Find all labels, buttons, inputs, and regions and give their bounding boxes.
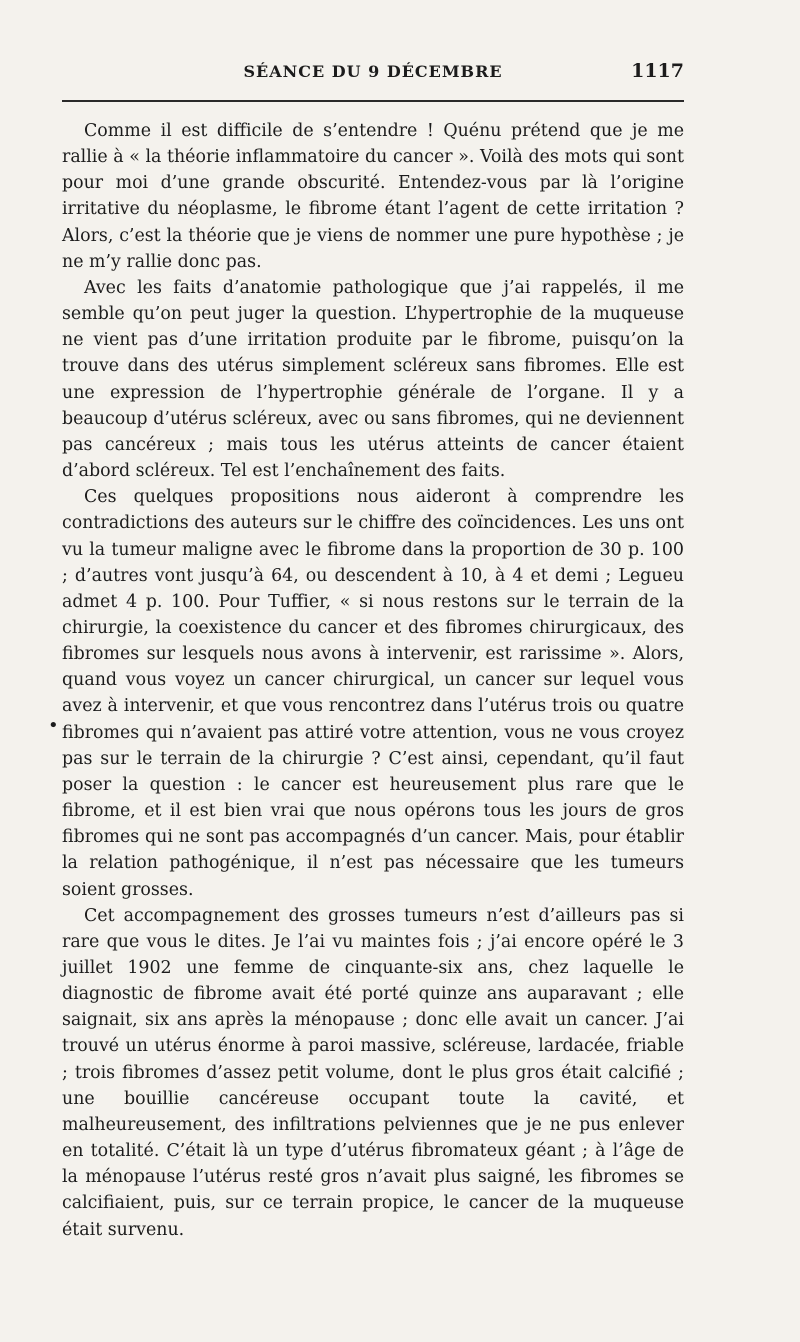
running-title: SÉANCE DU 9 DÉCEMBRE: [243, 62, 503, 81]
page-header: [62, 58, 684, 88]
paragraph-4: Cet accompagnement des grosses tumeurs n’est d’ailleurs pas si rare que vous le dites. Je l’ai vu maintes fois ; j’ai encore opéré le 3 juillet 1902 une femme de cinquante-six ans, chez laquelle le diagnostic de fibrome avait été porté quinze ans auparavant ; elle saignait, six ans après la ménopause ; donc elle avait un cancer. J’ai trouvé un utérus énorme à paroi massive, scléreuse, lardacée, friable ; trois fibromes d’assez petit volume, dont le plus gros était calcifié ; une bouillie cancéreuse occupant toute la cavité, et malheureusement, des infiltrations pelviennes que je ne pus enlever en totalité. C’était là un type d’utérus fibromateux géant ; à l’âge de la ménopause l’utérus resté gros n’avait plus saigné, les fibromes se calcifiaient, puis, sur ce terrain propice, le cancer de la muqueuse était survenu.: [62, 905, 684, 1240]
paragraph-2: Avec les faits d’anatomie pathologique que j’ai rappelés, il me semble qu’on peut juger la question. L’hypertrophie de la muqueuse ne vient pas d’une irritation produite par le fibrome, puisqu’on la trouve dans des utérus simplement scléreux sans fibromes. Elle est une expression de l’hypertrophie générale de l’organe. Il y a beaucoup d’utérus scléreux, avec ou sans fibromes, qui ne deviennent pas cancéreux ; mais tous les utérus atteints de cancer étaient d’abord scléreux. Tel est l’enchaînement des faits.: [62, 277, 684, 482]
body-text: [62, 118, 684, 1243]
margin-mark: •: [48, 715, 59, 736]
page-number: 1117: [631, 60, 684, 82]
paragraph-1: Comme il est difficile de s’entendre ! Quénu prétend que je me rallie à « la théorie inflammatoire du cancer ». Voilà des mots qui sont pour moi d’une grande obscurité. Entendez-vous par là l’origine irritative du néoplasme, le fibrome étant l’agent de cette irritation ? Alors, c’est la théorie que je viens de nommer une pure hypothèse ; je ne m’y rallie donc pas.: [62, 121, 684, 272]
paragraph-3: Ces quelques propositions nous aideront à comprendre les contradictions des auteurs sur le chiffre des coïncidences. Les uns ont vu la tumeur maligne avec le fibrome dans la proportion de 30 p. 100 ; d’autres vont jusqu’à 64, ou descendent à 10, à 4 et demi ; Legueu admet 4 p. 100. Pour Tuffier, « si nous restons sur le terrain de la chirurgie, la coexistence du cancer et des fibromes chirurgicaux, des fibromes sur lesquels nous avons à intervenir, est rarissime ». Alors, quand vous voyez un cancer chirurgical, un cancer sur lequel vous avez à intervenir, et que vous rencontrez dans l’utérus trois ou quatre fibromes qui n’avaient pas attiré votre attention, vous ne vous croyez pas sur le terrain de la chirurgie ? C’est ainsi, cependant, qu’il faut poser la question : le cancer est heureusement plus rare que le fibrome, et il est bien vrai que nous opérons tous les jours de gros fibromes qui ne sont pas accompagnés d’un cancer. Mais, pour établir la relation pathogénique, il n’est pas nécessaire que les tumeurs soient grosses.: [62, 487, 684, 900]
header-rule: [62, 100, 684, 102]
